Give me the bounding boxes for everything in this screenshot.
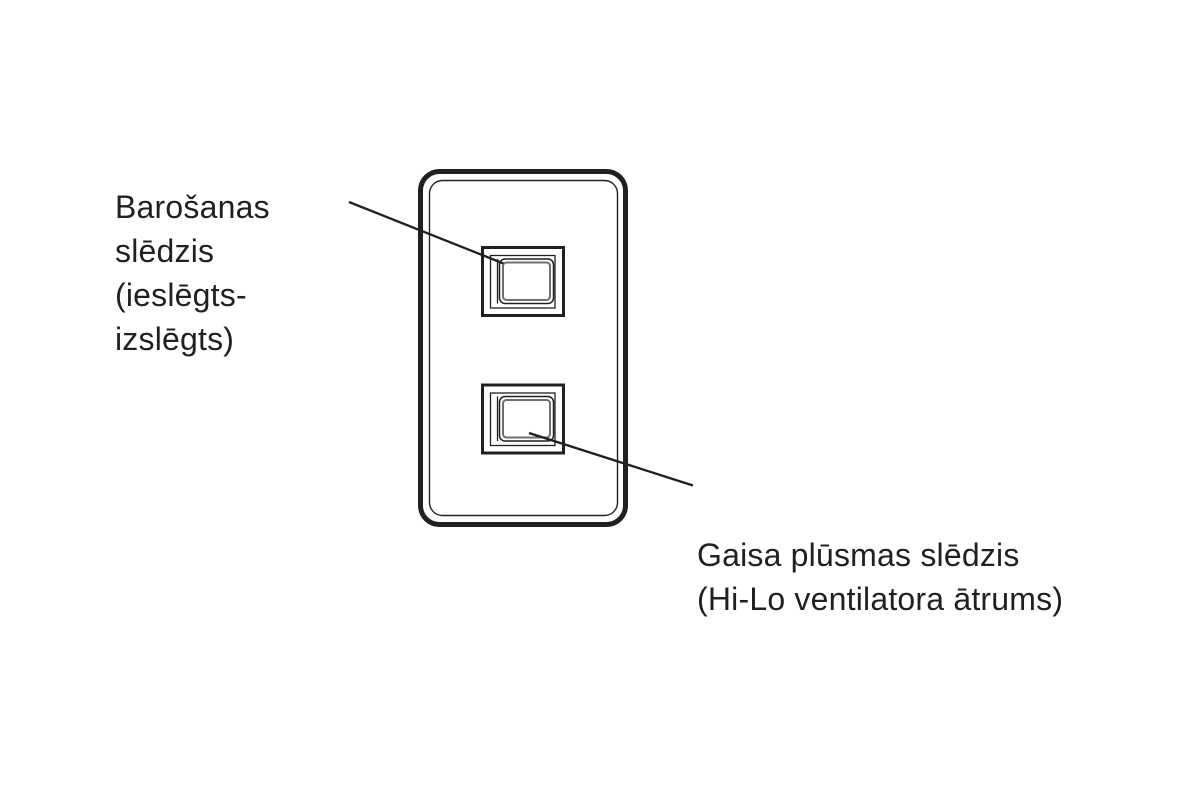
airflow-switch-label-line-1: Gaisa plūsmas slēdzis: [697, 537, 1020, 573]
power-switch-rocker-inner: [503, 263, 550, 301]
power-switch-label: [115, 185, 270, 361]
power-switch-label-line-4: izslēgts): [115, 321, 235, 357]
airflow-switch-leader-line: [529, 433, 693, 486]
power-switch-label-line-3: (ieslēgts-: [115, 277, 247, 313]
power-switch: [483, 248, 564, 316]
diagram-ink-group: [349, 172, 693, 525]
power-switch-bezel: [483, 248, 564, 316]
airflow-switch-rocker: [500, 397, 554, 442]
airflow-switch-rocker-inner: [503, 400, 550, 438]
panel-plate-inner-outline: [430, 181, 618, 516]
power-switch-leader-line: [349, 202, 504, 264]
airflow-switch-bezel: [483, 385, 564, 453]
airflow-switch: [483, 385, 564, 453]
airflow-switch-label-line-2: (Hi-Lo ventilatora ātrums): [697, 581, 1064, 617]
power-switch-label-line-1: Barošanas: [115, 189, 270, 225]
power-switch-rocker: [500, 259, 554, 304]
power-switch-label-line-2: slēdzis: [115, 233, 215, 269]
airflow-switch-label: [697, 533, 1063, 621]
panel-plate-outline: [421, 172, 626, 525]
